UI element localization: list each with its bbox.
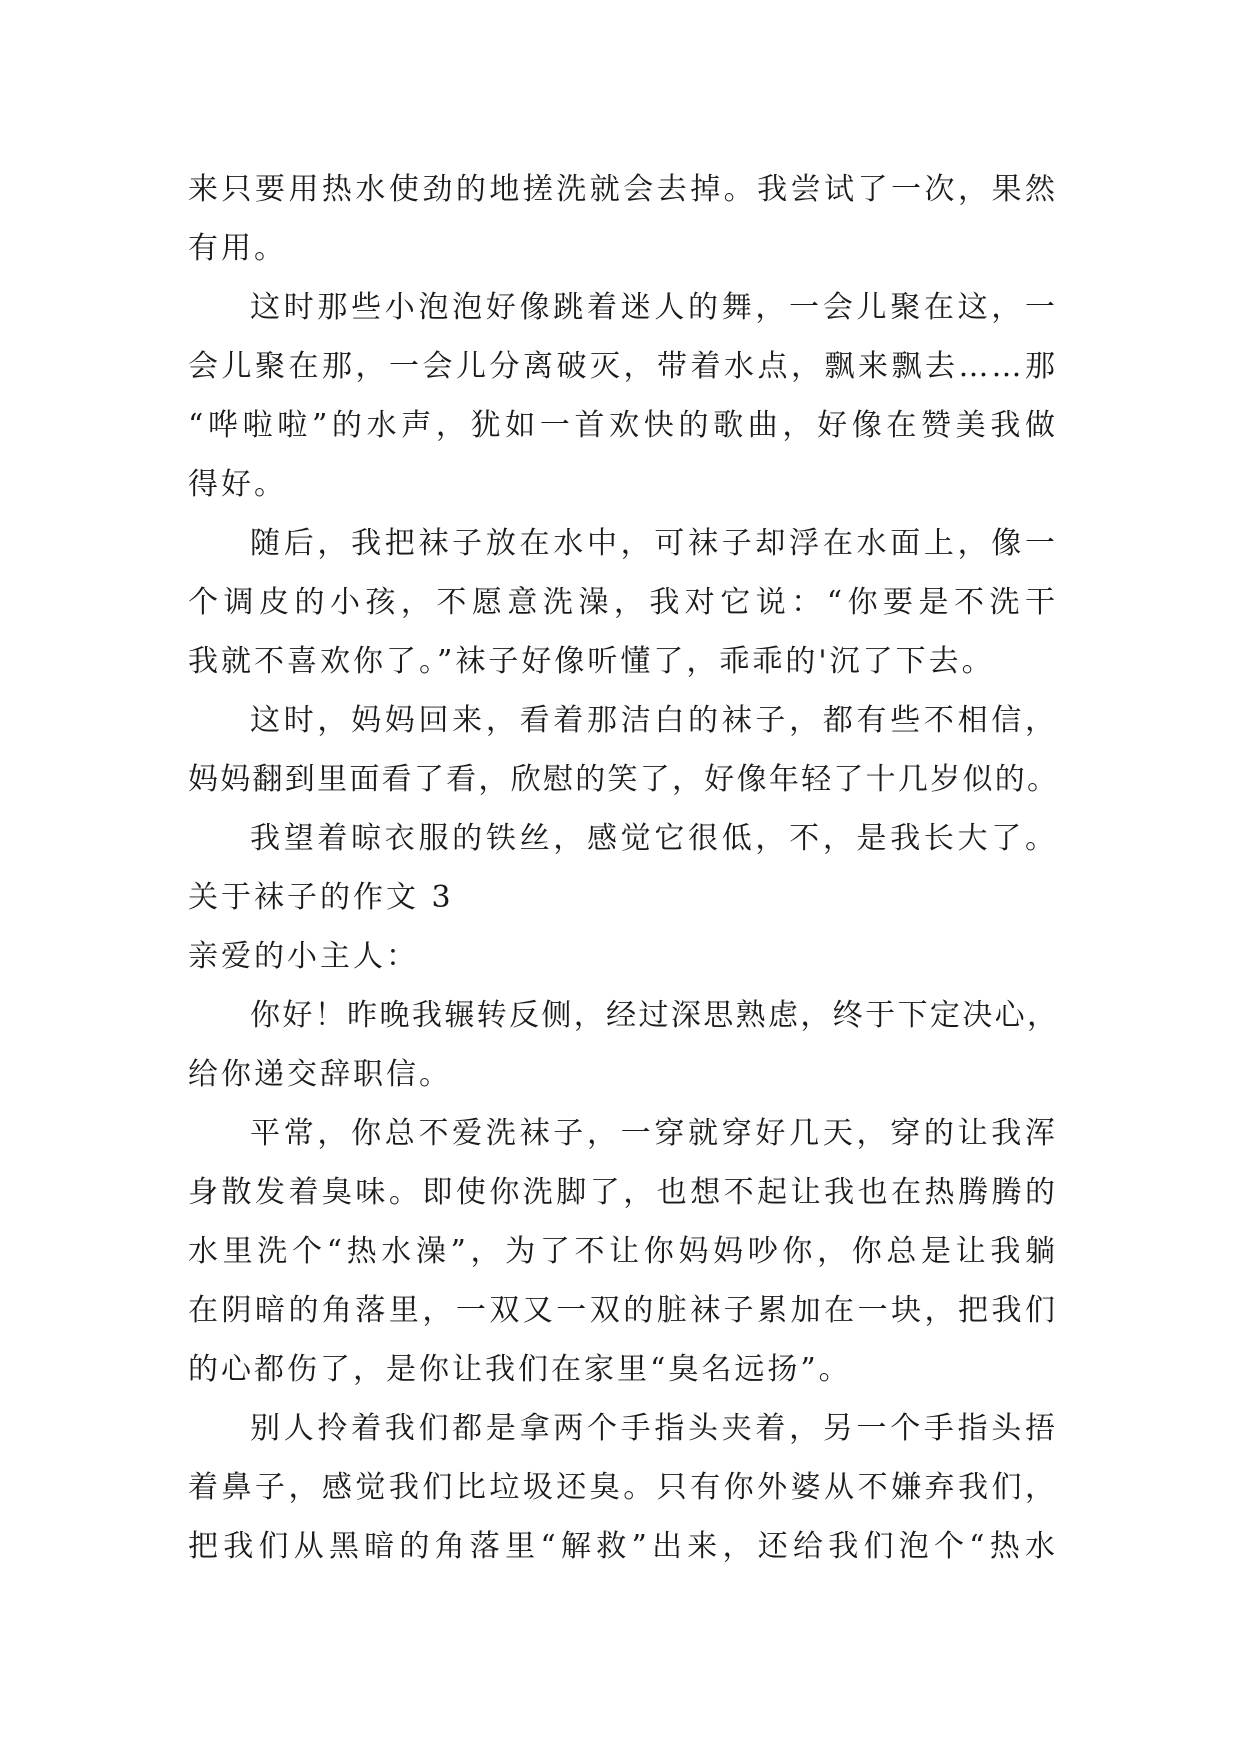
- text-line: 身散发着臭味。即使你洗脚了，也想不起让我也在热腾腾的: [188, 1175, 1058, 1210]
- text-line: 水里洗个“热水澡”，为了不让你妈妈吵你，你总是让我躺: [188, 1234, 1058, 1269]
- paragraph-start-line: 这时那些小泡泡好像跳着迷人的舞，一会儿聚在这，一: [250, 290, 1058, 325]
- salutation-line: 亲爱的小主人：: [188, 939, 419, 974]
- text-line: 把我们从黑暗的角落里“解救”出来，还给我们泡个“热水: [188, 1529, 1058, 1564]
- paragraph-start-line: 随后，我把袜子放在水中，可袜子却浮在水面上，像一: [250, 526, 1058, 561]
- text-line: 来只要用热水使劲的地搓洗就会去掉。我尝试了一次，果然: [188, 172, 1058, 207]
- text-line: 给你递交辞职信。: [188, 1057, 452, 1092]
- text-line: 会儿聚在那，一会儿分离破灭，带着水点，飘来飘去……那: [188, 349, 1058, 384]
- text-line: 的心都伤了，是你让我们在家里“臭名远扬”。: [188, 1352, 852, 1387]
- text-line: 我就不喜欢你了。”袜子好像听懂了，乖乖的'沉了下去。: [188, 644, 995, 679]
- text-line: 妈妈翻到里面看了看，欣慰的笑了，好像年轻了十几岁似的。: [188, 762, 1058, 797]
- text-line: 个调皮的小孩，不愿意洗澡，我对它说：“你要是不洗干: [188, 585, 1058, 620]
- text-line: 有用。: [188, 231, 287, 266]
- text-line: 在阴暗的角落里，一双又一双的脏袜子累加在一块，把我们: [188, 1293, 1058, 1328]
- paragraph-start-line: 我望着晾衣服的铁丝，感觉它很低，不，是我长大了。: [250, 821, 1058, 856]
- text-line: “哗啦啦”的水声，犹如一首欢快的歌曲，好像在赞美我做: [188, 408, 1058, 443]
- section-heading: 关于袜子的作文 3: [188, 880, 454, 915]
- paragraph-start-line: 这时，妈妈回来，看着那洁白的袜子，都有些不相信，: [250, 703, 1058, 738]
- text-line: 着鼻子，感觉我们比垃圾还臭。只有你外婆从不嫌弃我们，: [188, 1470, 1058, 1505]
- paragraph-start-line: 别人拎着我们都是拿两个手指头夹着，另一个手指头捂: [250, 1411, 1058, 1446]
- paragraph-start-line: 你好！昨晚我辗转反侧，经过深思熟虑，终于下定决心，: [250, 998, 1058, 1033]
- text-line: 得好。: [188, 467, 287, 502]
- document-body: [188, 160, 1058, 1576]
- paragraph-start-line: 平常，你总不爱洗袜子，一穿就穿好几天，穿的让我浑: [250, 1116, 1058, 1151]
